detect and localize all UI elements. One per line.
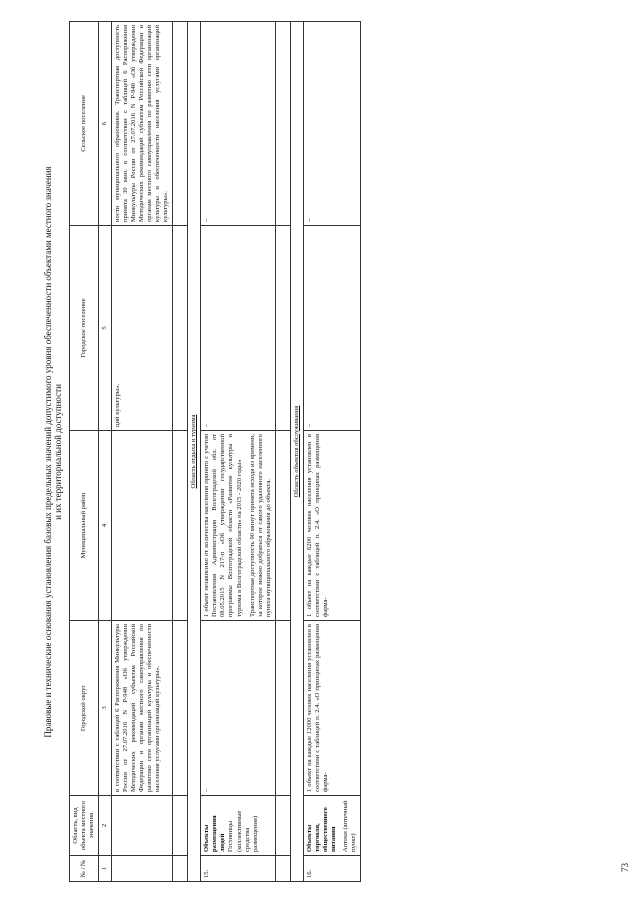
section-title: Область объектов обслуживания xyxy=(290,22,303,882)
cell-municipal-district-p1: 1 объект независимо от количества населения принято с учетом Постановления Администрации Волгоградской обл. от 08.05.2015 N 217-п «Об утверждении государственной программы Волгоградской области «Развитие культуры и туризма в Волгоградской области» на 2015 - 2020 годы» xyxy=(203,434,243,617)
cell-city-district: 1 объект на каждые 12000 человек населения установлен в соответствии с таблицей п. 2.4. «О принципах размещения фарма- xyxy=(303,621,360,796)
page-number: 73 xyxy=(620,863,630,872)
cell-urban-settlement: – xyxy=(303,226,360,431)
row-number: 16. xyxy=(303,856,360,882)
document-title xyxy=(43,22,64,882)
col-number: 5 xyxy=(99,226,112,431)
spacer-row xyxy=(173,22,188,882)
section-heading-services xyxy=(290,22,303,882)
cell-municipal-district: 1 объект на каждые 6200 человек населения установлен в соответствии с таблицей п. 2.4. «О принципах размещения фарма- xyxy=(303,431,360,621)
header-city-district: Городской округ xyxy=(70,621,99,796)
cell-city-district: в соответствии с таблицей 6 Распоряжения Минкультуры России от 27.07.2016 N Р-948 «Об утверждении Методических рекомендаций субъектам Российской Федерации и органам местного самоуправления по развитию сети организаций культуры и обеспеченности населения услугами организаций культуры». xyxy=(112,621,173,796)
row-number: 15. xyxy=(201,856,275,882)
cell-rural-settlement: – xyxy=(303,22,360,226)
col-number: 4 xyxy=(99,431,112,621)
column-number-row xyxy=(99,22,112,882)
row-subtype: Гостиницы (коллективные средства размещения) xyxy=(227,810,259,852)
section-heading-recreation xyxy=(188,22,201,882)
section-title: Область отдыха и туризма xyxy=(188,22,201,882)
title-line-2: и их территориальной доступности xyxy=(53,384,64,520)
spacer-row xyxy=(275,22,290,882)
table-row-15 xyxy=(201,22,275,882)
col-number: 1 xyxy=(99,856,112,882)
cell-rural-settlement: – xyxy=(201,22,275,226)
row-subtype: Аптеки (аптечный пункт) xyxy=(341,800,357,852)
header-rural-settlement: Сельское поселение xyxy=(70,22,99,226)
col-number: 6 xyxy=(99,22,112,226)
col-number: 3 xyxy=(99,621,112,796)
header-municipal-district: Муниципальный район xyxy=(70,431,99,621)
cell-city-district: – xyxy=(201,621,275,796)
rotated-landscape-sheet xyxy=(43,22,578,882)
table-row-continued xyxy=(112,22,173,882)
row-category: Объекты торговли, общественного питания xyxy=(305,807,337,852)
header-row xyxy=(70,22,99,882)
title-line-1: Правовые и технические основания установления базовых предельных значений допустимого уровня обеспеченности объектами местного значения xyxy=(43,166,53,738)
cell-urban-settlement: ций культуры». xyxy=(112,226,173,431)
col-number: 2 xyxy=(99,796,112,856)
cell-municipal-district-p2: Транспортная доступность 90 минут принята исходя из времени, за которое можно добраться от самого удаленного населенного пункта муниципального образования до объекта. xyxy=(248,434,272,617)
cell-urban-settlement: – xyxy=(201,226,275,431)
cell-rural-settlement: ности муниципального образования. Транспортная доступность принята 30 мин. в соответствии с таблицей 6 Распоряжения Минкультуры России от 27.07.2016 N Р-948 «Об утверждении Методических рекомендаций субъектам Российской Федерации и органам местного самоуправления по развитию сети организаций культуры и обеспеченности населения услугами организаций культуры». xyxy=(112,22,173,226)
standards-table xyxy=(69,21,361,882)
header-num: № / № xyxy=(70,856,99,882)
header-area: Область, вид объекта местного значения xyxy=(70,796,99,856)
header-urban-settlement: Городское поселение xyxy=(70,226,99,431)
row-category: Объекты размещения людей xyxy=(203,815,227,852)
table-row-16 xyxy=(303,22,360,882)
